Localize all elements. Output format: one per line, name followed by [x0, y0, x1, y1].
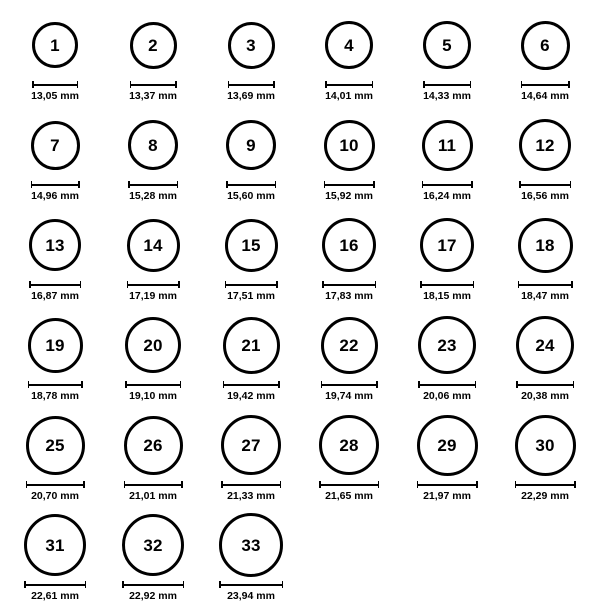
ring-measure-label: 13,69 mm [227, 90, 275, 102]
ring-dimension [423, 81, 471, 102]
ring-measure-label: 20,70 mm [31, 490, 79, 502]
ring-circle [28, 318, 83, 373]
ring-circle-wrap [125, 312, 181, 378]
ring-size-label: 4 [344, 35, 354, 55]
ring-circle [519, 119, 571, 171]
ring-circle-wrap [321, 312, 378, 378]
empty-cell [300, 512, 398, 608]
ring-size-cell [6, 212, 104, 308]
dimension-bar-icon [125, 381, 181, 388]
ring-dimension [221, 481, 281, 502]
dimension-bar-icon [223, 381, 280, 388]
dimension-bar-icon [319, 481, 379, 488]
ring-measure-label: 20,38 mm [521, 390, 569, 402]
ring-circle [322, 218, 376, 272]
dimension-bar-icon [28, 381, 83, 388]
ring-dimension [24, 581, 86, 602]
ring-dimension [26, 481, 85, 502]
ring-measure-label: 16,87 mm [31, 290, 79, 302]
ring-circle [219, 513, 283, 577]
ring-size-label: 10 [339, 135, 359, 155]
ring-dimension [129, 81, 177, 102]
ring-dimension [518, 281, 573, 302]
ring-circle-wrap [515, 412, 576, 478]
dimension-bar-icon [228, 81, 275, 88]
ring-dimension [125, 381, 181, 402]
dimension-bar-icon [29, 281, 81, 288]
ring-circle [518, 218, 573, 273]
ring-dimension [219, 581, 283, 602]
dimension-bar-icon [31, 181, 80, 188]
dimension-bar-icon [325, 81, 373, 88]
ring-circle-wrap [423, 12, 471, 78]
ring-size-label: 12 [535, 135, 555, 155]
ring-size-cell [202, 112, 300, 208]
ring-size-label: 31 [45, 535, 65, 555]
dimension-bar-icon [32, 81, 78, 88]
ring-circle [324, 120, 375, 171]
ring-size-cell [202, 12, 300, 108]
ring-circle [221, 415, 281, 475]
ring-circle-wrap [28, 312, 83, 378]
ring-dimension [319, 481, 379, 502]
ring-size-label: 2 [148, 35, 158, 55]
ring-circle [226, 120, 276, 170]
ring-circle-wrap [124, 412, 183, 478]
ring-size-label: 6 [540, 35, 550, 55]
ring-size-cell [398, 112, 496, 208]
ring-dimension [422, 181, 473, 202]
ring-circle-wrap [223, 312, 280, 378]
ring-circle-wrap [130, 12, 177, 78]
ring-circle [319, 415, 379, 475]
ring-size-label: 27 [241, 435, 261, 455]
ring-circle [29, 219, 81, 271]
ring-circle [228, 22, 275, 69]
dimension-bar-icon [122, 581, 184, 588]
ring-measure-label: 21,97 mm [423, 490, 471, 502]
ring-size-cell [496, 112, 594, 208]
ring-size-cell [496, 412, 594, 508]
ring-size-cell [6, 12, 104, 108]
ring-circle-wrap [325, 12, 373, 78]
ring-circle [321, 317, 378, 374]
ring-size-cell [202, 312, 300, 408]
ring-size-label: 9 [246, 135, 256, 155]
dimension-bar-icon [519, 181, 571, 188]
ring-circle [423, 21, 471, 69]
ring-size-label: 26 [143, 435, 163, 455]
ring-circle-wrap [324, 112, 375, 178]
ring-dimension [420, 281, 474, 302]
ring-measure-label: 15,60 mm [227, 190, 275, 202]
ring-size-cell [300, 112, 398, 208]
ring-size-cell [300, 12, 398, 108]
ring-circle [128, 120, 178, 170]
ring-circle [32, 22, 78, 68]
dimension-bar-icon [124, 481, 183, 488]
ring-size-cell [300, 212, 398, 308]
ring-circle [225, 219, 278, 272]
ring-size-cell [496, 312, 594, 408]
ring-measure-label: 21,65 mm [325, 490, 373, 502]
ring-size-label: 7 [50, 135, 60, 155]
ring-size-cell [6, 412, 104, 508]
ring-circle-wrap [226, 112, 276, 178]
ring-size-label: 23 [437, 335, 457, 355]
ring-size-label: 28 [339, 435, 359, 455]
ring-size-cell [202, 412, 300, 508]
ring-size-label: 14 [143, 235, 163, 255]
ring-measure-label: 19,42 mm [227, 390, 275, 402]
dimension-bar-icon [221, 481, 281, 488]
dimension-bar-icon [420, 281, 474, 288]
ring-dimension [226, 181, 276, 202]
ring-measure-label: 15,28 mm [129, 190, 177, 202]
ring-circle-wrap [32, 12, 78, 78]
ring-circle-wrap [228, 12, 275, 78]
ring-size-cell [104, 12, 202, 108]
dimension-bar-icon [418, 381, 476, 388]
ring-size-label: 3 [246, 35, 256, 55]
ring-size-label: 5 [442, 35, 452, 55]
ring-size-label: 29 [437, 435, 457, 455]
ring-measure-label: 22,61 mm [31, 590, 79, 602]
ring-dimension [28, 381, 83, 402]
ring-circle-wrap [26, 412, 85, 478]
ring-size-cell [300, 312, 398, 408]
ring-size-cell [398, 212, 496, 308]
ring-measure-label: 14,96 mm [31, 190, 79, 202]
ring-measure-label: 15,92 mm [325, 190, 373, 202]
ring-circle-wrap [128, 112, 178, 178]
ring-size-cell [104, 412, 202, 508]
dimension-bar-icon [423, 81, 471, 88]
ring-measure-label: 14,01 mm [325, 90, 373, 102]
ring-size-label: 24 [535, 335, 555, 355]
ring-dimension [418, 381, 476, 402]
ring-circle [223, 317, 280, 374]
ring-measure-label: 13,37 mm [129, 90, 177, 102]
ring-dimension [31, 181, 80, 202]
ring-circle-wrap [122, 512, 184, 578]
dimension-bar-icon [521, 81, 570, 88]
ring-dimension [515, 481, 576, 502]
ring-circle [325, 21, 373, 69]
ring-circle-wrap [24, 512, 86, 578]
ring-size-cell [496, 12, 594, 108]
ring-circle [125, 317, 181, 373]
ring-dimension [521, 81, 570, 102]
ring-measure-label: 18,78 mm [31, 390, 79, 402]
ring-measure-label: 21,01 mm [129, 490, 177, 502]
ring-circle-wrap [31, 112, 80, 178]
ring-dimension [325, 81, 373, 102]
empty-cell [398, 512, 496, 608]
ring-measure-label: 19,10 mm [129, 390, 177, 402]
ring-size-label: 8 [148, 135, 158, 155]
ring-size-cell [202, 212, 300, 308]
ring-size-cell [496, 212, 594, 308]
ring-size-label: 16 [339, 235, 359, 255]
ring-circle-wrap [29, 212, 81, 278]
ring-dimension [122, 581, 184, 602]
ring-measure-label: 17,19 mm [129, 290, 177, 302]
ring-dimension [417, 481, 478, 502]
ring-measure-label: 22,92 mm [129, 590, 177, 602]
ring-size-cell [398, 312, 496, 408]
ring-measure-label: 16,56 mm [521, 190, 569, 202]
ring-size-cell [104, 312, 202, 408]
ring-size-label: 30 [535, 435, 555, 455]
dimension-bar-icon [226, 181, 276, 188]
ring-dimension [227, 81, 275, 102]
ring-measure-label: 22,29 mm [521, 490, 569, 502]
ring-dimension [324, 181, 375, 202]
ring-circle-wrap [519, 112, 571, 178]
ring-size-label: 33 [241, 535, 261, 555]
ring-size-cell [104, 512, 202, 608]
ring-circle [124, 416, 183, 475]
ring-size-cell [398, 412, 496, 508]
dimension-bar-icon [417, 481, 478, 488]
dimension-bar-icon [225, 281, 278, 288]
ring-circle-wrap [127, 212, 180, 278]
ring-dimension [519, 181, 571, 202]
dimension-bar-icon [515, 481, 576, 488]
ring-size-label: 20 [143, 335, 163, 355]
dimension-bar-icon [219, 581, 283, 588]
ring-dimension [516, 381, 574, 402]
ring-size-cell [104, 112, 202, 208]
dimension-bar-icon [324, 181, 375, 188]
ring-measure-label: 17,51 mm [227, 290, 275, 302]
ring-circle [24, 514, 86, 576]
ring-size-cell [6, 512, 104, 608]
dimension-bar-icon [516, 381, 574, 388]
ring-circle-wrap [225, 212, 278, 278]
ring-dimension [321, 381, 378, 402]
ring-dimension [322, 281, 376, 302]
ring-circle-wrap [521, 12, 570, 78]
ring-circle [31, 121, 80, 170]
ring-dimension [31, 81, 79, 102]
ring-circle [122, 514, 184, 576]
ring-circle [127, 219, 180, 272]
ring-circle [130, 22, 177, 69]
ring-circle [417, 415, 478, 476]
ring-size-cell [398, 12, 496, 108]
ring-circle [418, 316, 476, 374]
ring-size-label: 25 [45, 435, 65, 455]
dimension-bar-icon [24, 581, 86, 588]
ring-measure-label: 18,47 mm [521, 290, 569, 302]
dimension-bar-icon [26, 481, 85, 488]
dimension-bar-icon [322, 281, 376, 288]
ring-size-label: 13 [45, 235, 65, 255]
ring-size-label: 15 [241, 235, 261, 255]
ring-circle-wrap [516, 312, 574, 378]
ring-dimension [124, 481, 183, 502]
dimension-bar-icon [128, 181, 178, 188]
ring-circle-wrap [219, 512, 283, 578]
ring-dimension [225, 281, 278, 302]
ring-measure-label: 20,06 mm [423, 390, 471, 402]
ring-measure-label: 14,33 mm [423, 90, 471, 102]
dimension-bar-icon [127, 281, 180, 288]
ring-measure-label: 18,15 mm [423, 290, 471, 302]
ring-measure-label: 17,83 mm [325, 290, 373, 302]
ring-size-cell [300, 412, 398, 508]
ring-dimension [128, 181, 178, 202]
ring-size-cell [6, 312, 104, 408]
ring-measure-label: 16,24 mm [423, 190, 471, 202]
ring-grid [6, 12, 594, 608]
ring-circle-wrap [221, 412, 281, 478]
ring-size-label: 11 [437, 135, 457, 155]
ring-circle [26, 416, 85, 475]
ring-dimension [29, 281, 81, 302]
dimension-bar-icon [518, 281, 573, 288]
ring-measure-label: 21,33 mm [227, 490, 275, 502]
ring-measure-label: 13,05 mm [31, 90, 79, 102]
ring-circle-wrap [417, 412, 478, 478]
ring-size-cell [6, 112, 104, 208]
ring-circle-wrap [518, 212, 573, 278]
ring-circle [420, 218, 474, 272]
ring-circle-wrap [422, 112, 473, 178]
ring-size-cell [202, 512, 300, 608]
ring-circle-wrap [418, 312, 476, 378]
dimension-bar-icon [321, 381, 378, 388]
ring-size-label: 19 [45, 335, 65, 355]
ring-circle-wrap [319, 412, 379, 478]
ring-size-label: 18 [535, 235, 555, 255]
ring-size-label: 32 [143, 535, 163, 555]
empty-cell [496, 512, 594, 608]
ring-dimension [223, 381, 280, 402]
ring-size-cell [104, 212, 202, 308]
ring-measure-label: 19,74 mm [325, 390, 373, 402]
dimension-bar-icon [130, 81, 177, 88]
ring-measure-label: 14,64 mm [521, 90, 569, 102]
ring-size-label: 22 [339, 335, 359, 355]
ring-circle [516, 316, 574, 374]
ring-measure-label: 23,94 mm [227, 590, 275, 602]
dimension-bar-icon [422, 181, 473, 188]
ring-circle-wrap [420, 212, 474, 278]
ring-size-label: 21 [241, 335, 261, 355]
ring-size-label: 17 [437, 235, 457, 255]
ring-size-label: 1 [50, 35, 60, 55]
ring-dimension [127, 281, 180, 302]
ring-circle [521, 21, 570, 70]
ring-circle [422, 120, 473, 171]
ring-circle-wrap [322, 212, 376, 278]
ring-circle [515, 415, 576, 476]
